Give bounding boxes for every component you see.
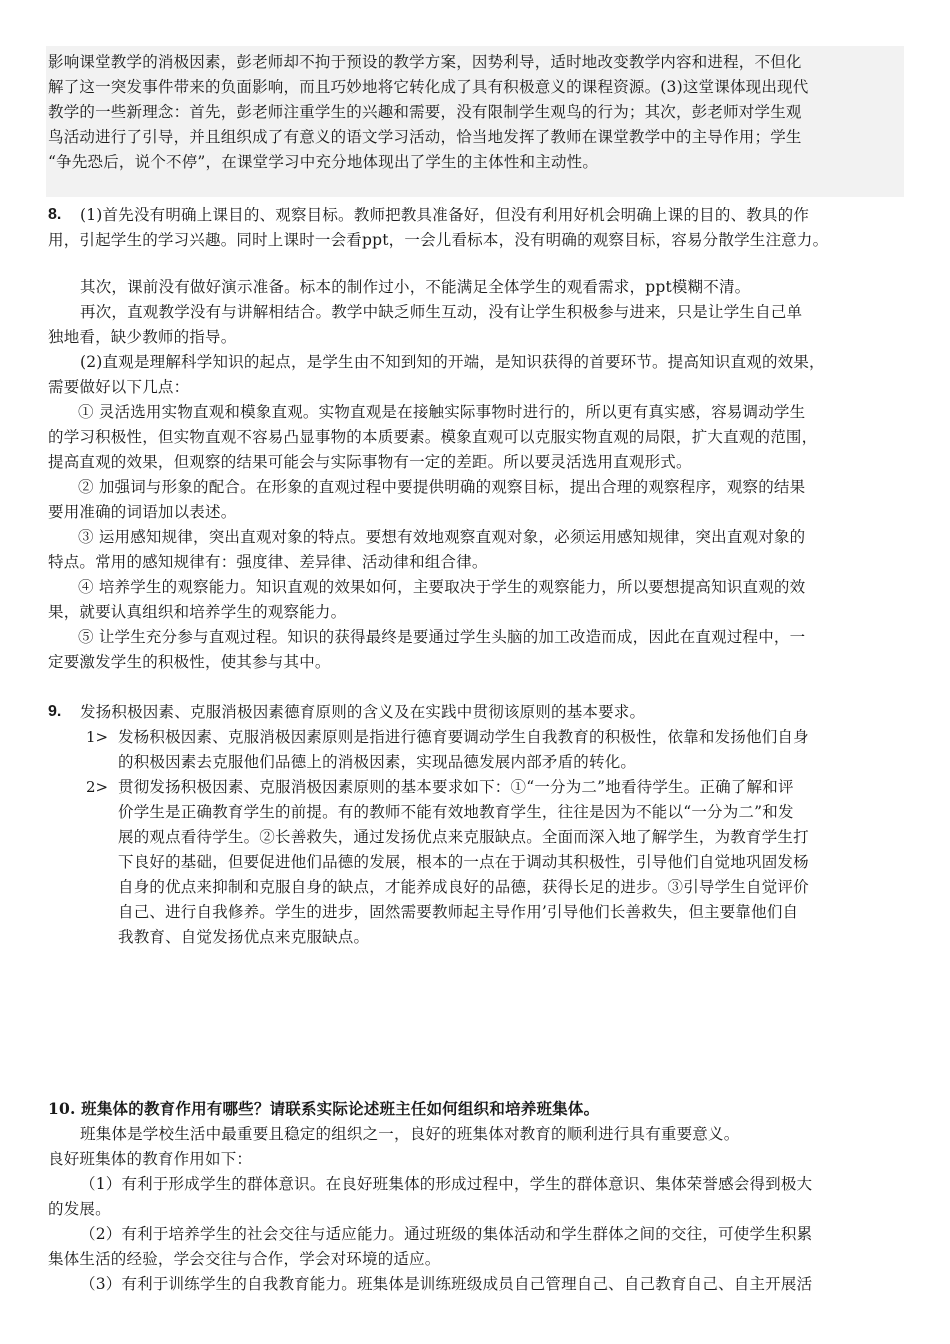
paragraph-line: 发杨积极因素、克服消极因素原则是指进行德育要调动学生自我教育的积极性，依靠和发扬他们自身 (118, 728, 809, 746)
paragraph-line: (1)首先没有明确上课目的、观察目标。教师把教具准备好，但没有利用好机会明确上课的目的、教具的作 (80, 206, 810, 224)
list-marker: 2> (86, 778, 109, 796)
list-marker: 1> (86, 728, 109, 746)
paragraph-line: 提高直观的效果，但观察的结果可能会与实际事物有一定的差距。所以要灵活选用直观形式。 (48, 453, 692, 471)
paragraph-line: （3）有利于训练学生的自我教育能力。班集体是训练班级成员自己管理自己、自己教育自己、自主开展活 (80, 1275, 813, 1293)
paragraph-line: 其次，课前没有做好演示准备。标本的制作过小，不能满足全体学生的观看需求，ppt模糊不清。 (80, 278, 751, 296)
paragraph-line: 解了这一突发事件带来的负面影响，而且巧妙地将它转化成了具有积极意义的课程资源。(3)这堂课体现出现代 (48, 78, 809, 96)
paragraph-line: 独地看，缺少教师的指导。 (48, 328, 237, 346)
question-number-9: 9. (48, 703, 62, 720)
paragraph-line: 影响课堂教学的消极因素，彭老师却不拘于预设的教学方案，因势利导，适时地改变教学内容和进程，不但化 (48, 53, 802, 71)
paragraph-line: ④ 培养学生的观察能力。知识直观的效果如何，主要取决于学生的观察能力，所以要想提高知识直观的效 (78, 578, 806, 596)
paragraph-line: 果，就要认真组织和培养学生的观察能力。 (48, 603, 347, 621)
paragraph-line: 要用准确的词语加以表述。 (48, 503, 237, 521)
paragraph-line: ③ 运用感知规律，突出直观对象的特点。要想有效地观察直观对象，必须运用感知规律，突出直观对象的 (78, 528, 806, 546)
paragraph-line: （1）有利于形成学生的群体意识。在良好班集体的形成过程中，学生的群体意识、集体荣誉感会得到极大 (80, 1175, 813, 1193)
paragraph-line: 需要做好以下几点： (48, 378, 190, 396)
paragraph-line: 自身的优点来抑制和克服自身的缺点，才能养成良好的品德，获得长足的进步。③引导学生自觉评价 (118, 878, 809, 896)
question-title: 发扬积极因素、克服消极因素德育原则的含义及在实践中贯彻该原则的基本要求。 (80, 703, 646, 721)
paragraph-line: “争先恐后，说个不停”，在课堂学习中充分地体现出了学生的主体性和主动性。 (48, 153, 599, 171)
paragraph-line: (2)直观是理解科学知识的起点，是学生由不知到知的开端，是知识获得的首要环节。提高知识直观的效果， (80, 353, 825, 371)
paragraph-line: 良好班集体的教育作用如下： (48, 1150, 253, 1168)
paragraph-line: 自己、进行自我修养。学生的进步，固然需要教师起主导作用’引导他们长善救失，但主要靠他们自 (118, 903, 799, 921)
paragraph-line: ① 灵活选用实物直观和模象直观。实物直观是在接触实际事物时进行的，所以更有真实感，容易调动学生 (78, 403, 806, 421)
paragraph-line: 班集体是学校生活中最重要且稳定的组织之一，良好的班集体对教育的顺利进行具有重要意义。 (80, 1125, 740, 1143)
paragraph-line: 的积极因素去克服他们品德上的消极因素，实现品德发展内部矛盾的转化。 (118, 753, 637, 771)
paragraph-line: 我教育、自觉发扬优点来克服缺点。 (118, 928, 370, 946)
paragraph-line: 展的观点看待学生。②长善救失，通过发扬优点来克服缺点。全面而深入地了解学生，为教育学生打 (118, 828, 809, 846)
paragraph-line: 贯彻发扬积极因素、克服消极因素原则的基本要求如下：①“一分为二”地看待学生。正确了解和评 (118, 778, 794, 796)
paragraph-line: 定要激发学生的积极性，使其参与其中。 (48, 653, 331, 671)
paragraph-line: （2）有利于培养学生的社会交往与适应能力。通过班级的集体活动和学生群体之间的交往，可使学生积累 (80, 1225, 813, 1243)
paragraph-line: 的发展。 (48, 1200, 111, 1218)
paragraph-line: 集体生活的经验，学会交往与合作，学会对环境的适应。 (48, 1250, 441, 1268)
paragraph-line: 的学习积极性，但实物直观不容易凸显事物的本质要素。模象直观可以克服实物直观的局限，扩大直观的范围， (48, 428, 818, 446)
question-number-8: 8. (48, 206, 62, 223)
paragraph-line: 再次，直观教学没有与讲解相结合。教学中缺乏师生互动，没有让学生积极参与进来，只是让学生自己单 (80, 303, 803, 321)
paragraph-line: ⑤ 让学生充分参与直观过程。知识的获得最终是要通过学生头脑的加工改造而成，因此在直观过程中，一 (78, 628, 806, 646)
paragraph-line: 特点。常用的感知规律有：强度律、差异律、活动律和组合律。 (48, 553, 488, 571)
paragraph-line: 教学的一些新理念：首先，彭老师注重学生的兴趣和需要，没有限制学生观鸟的行为；其次，彭老师对学生观 (48, 103, 802, 121)
paragraph-line: 价学生是正确教育学生的前提。有的教师不能有效地教育学生，往往是因为不能以“一分为二”和发 (118, 803, 794, 821)
paragraph-line: ② 加强词与形象的配合。在形象的直观过程中要提供明确的观察目标，提出合理的观察程序，观察的结果 (78, 478, 806, 496)
question-heading-10: 10. 班集体的教育作用有哪些？请联系实际论述班主任如何组织和培养班集体。 (48, 1099, 600, 1118)
paragraph-line: 下良好的基础，但要促进他们品德的发展，根本的一点在于调动其积极性，引导他们自觉地巩固发杨 (118, 853, 809, 871)
paragraph-line: 用，引起学生的学习兴趣。同时上课时一会看ppt，一会儿看标本，没有明确的观察目标，容易分散学生注意力。 (48, 231, 829, 249)
paragraph-line: 鸟活动进行了引导，并且组织成了有意义的语文学习活动，恰当地发挥了教师在课堂教学中的主导作用；学生 (48, 128, 802, 146)
